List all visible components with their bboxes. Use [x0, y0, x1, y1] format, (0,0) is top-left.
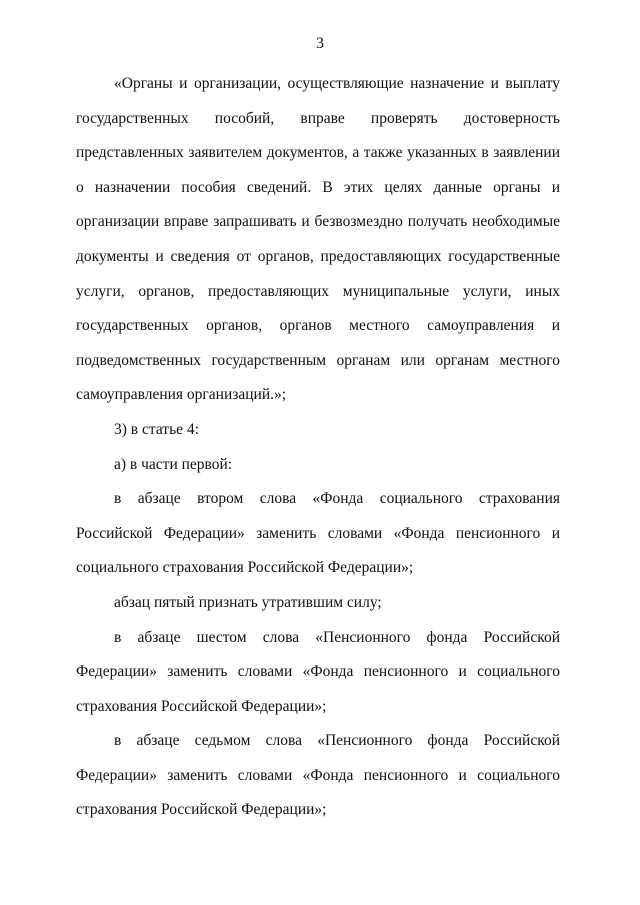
document-body — [76, 67, 560, 828]
paragraph: «Органы и организации, осуществляющие назначение и выплату государственных пособий, вправе проверять достоверность представленных заявителем документов, а также указанных в заявлении о назначении пособия сведений. В этих целях данные органы и организации вправе запрашивать и безвозмездно получать необходимые документы и сведения от органов, предоставляющих государственные услуги, органов, предоставляющих муниципальные услуги, иных государственных органов, органов местного самоуправления и подведомственных государственным органам или органам местного самоуправления организаций.»; — [76, 75, 560, 404]
paragraph: в абзаце шестом слова «Пенсионного фонда Российской Федерации» заменить словами «Фонда пенсионного и социального страхования Российской Федерации»; — [76, 628, 560, 715]
paragraph: 3) в статье 4: — [114, 420, 199, 438]
paragraph: абзац пятый признать утратившим силу; — [114, 593, 382, 611]
paragraph: а) в части первой: — [114, 455, 233, 473]
page-number: 3 — [316, 35, 324, 52]
paragraph: в абзаце седьмом слова «Пенсионного фонда Российской Федерации» заменить словами «Фонда пенсионного и социального страхования Российской Федерации»; — [76, 732, 560, 819]
paragraph: в абзаце втором слова «Фонда социального страхования Российской Федерации» заменить словами «Фонда пенсионного и социального страхования Российской Федерации»; — [76, 490, 560, 577]
